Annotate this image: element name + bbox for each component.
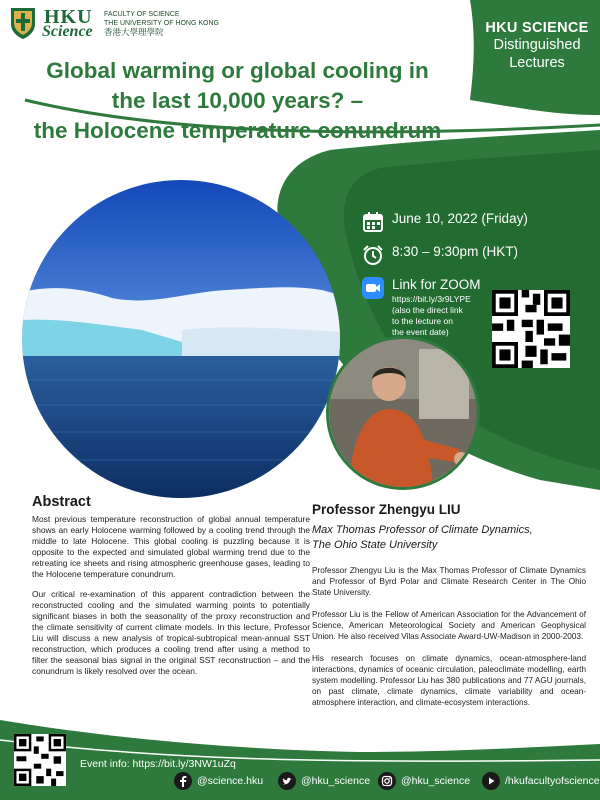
facebook-handle: @science.hku xyxy=(197,775,264,787)
twitter-link[interactable] xyxy=(278,772,370,790)
series-sub-2: Lectures xyxy=(509,55,565,71)
speaker-bio-3: His research focuses on climate dynamics, ocean-atmosphere-land interactions, dynamics of oceanic circulation, paleoclimate modelling, earth system modelling. Professor Liu has 380 publications and 77 AGU journals, on past climate, climate dynamics, climate variability and ocean-atmosphere interaction, and climate-ecosystem interactions. xyxy=(312,654,586,707)
logo-hku-text: HKU xyxy=(44,6,93,28)
event-info-qr-code-icon[interactable] xyxy=(14,734,66,786)
youtube-link[interactable] xyxy=(482,772,600,790)
title-line-2: the last 10,000 years? – xyxy=(111,88,364,113)
zoom-note-2: to the lecture on xyxy=(392,316,453,326)
iceberg-photo xyxy=(22,180,340,498)
abstract-paragraph-1: Most previous temperature reconstruction of global annual temperature shows an early Holocene warming followed by a cooling trend through the middle to late Holocene. This global cooling is puzzling because it is opposite to the expected and simulated global warming trend due to the retreating ice sheets and rising atmospheric greenhouse gases, leading to the Holocene temperature conundrum. xyxy=(32,514,310,579)
instagram-icon xyxy=(378,772,396,790)
facebook-link[interactable] xyxy=(174,772,263,790)
abstract-heading: Abstract xyxy=(32,494,91,510)
speaker-title-line-2: The Ohio State University xyxy=(312,539,438,551)
faculty-line-2: THE UNIVERSITY OF HONG KONG xyxy=(104,19,219,27)
youtube-icon xyxy=(482,772,500,790)
facebook-icon xyxy=(174,772,192,790)
date-row xyxy=(362,210,587,233)
calendar-icon xyxy=(362,211,384,233)
alarm-clock-icon xyxy=(362,244,384,266)
event-info-link[interactable]: Event info: https://bit.ly/3NW1uZq xyxy=(80,758,236,770)
hku-crest-icon xyxy=(8,6,38,40)
zoom-qr-code-icon[interactable] xyxy=(492,290,570,368)
speaker-section xyxy=(312,502,586,719)
speaker-title-line-1: Max Thomas Professor of Climate Dynamics, xyxy=(312,524,533,536)
series-title: HKU SCIENCE xyxy=(485,20,589,36)
title-line-1: Global warming or global cooling in xyxy=(46,58,429,83)
instagram-handle: @hku_science xyxy=(401,775,471,787)
twitter-handle: @hku_science xyxy=(301,775,371,787)
speaker-bio-1: Professor Zhengyu Liu is the Max Thomas Professor of Climate Dynamics and Professor of Byrd Polar and Climate Research Center in The Ohio State University. xyxy=(312,566,586,597)
zoom-label: Link for ZOOM xyxy=(392,277,481,292)
zoom-note-3: the event date) xyxy=(392,327,449,337)
event-date: June 10, 2022 (Friday) xyxy=(392,211,528,226)
zoom-note-1: (also the direct link xyxy=(392,305,463,315)
speaker-bio-2: Professor Liu is the Fellow of American Association for the Advancement of Science, American Meteorological Society and American Geophysical Union. He also received Vilas Associate Award-UW-Madison in 2000-2003. xyxy=(312,610,586,641)
series-sub-1: Distinguished xyxy=(493,37,581,53)
zoom-camera-icon xyxy=(362,277,384,299)
speaker-title xyxy=(312,523,586,553)
zoom-link[interactable]: https://bit.ly/3r9LYPE xyxy=(392,294,471,304)
title-line-3: the Holocene temperature conundrum xyxy=(33,118,442,143)
twitter-icon xyxy=(278,772,296,790)
time-row xyxy=(362,243,587,266)
youtube-handle: /hkufacultyofscience xyxy=(505,775,600,787)
faculty-line-1: FACULTY OF SCIENCE xyxy=(104,10,180,18)
lecture-series-label xyxy=(482,20,592,72)
logo-wordmark xyxy=(42,6,100,40)
event-time: 8:30 – 9:30pm (HKT) xyxy=(392,244,519,259)
lecture-title xyxy=(10,56,465,146)
instagram-link[interactable] xyxy=(378,772,470,790)
speaker-portrait xyxy=(326,336,480,490)
logo-science-text: Science xyxy=(42,23,93,40)
faculty-name xyxy=(104,10,219,37)
hku-science-logo xyxy=(8,6,219,40)
faculty-line-3: 香港大學理學院 xyxy=(104,26,164,37)
speaker-name: Professor Zhengyu LIU xyxy=(312,502,461,517)
abstract-section xyxy=(32,494,310,687)
abstract-paragraph-2: Our critical re-examination of this apparent contradiction between the reconstructed cooling and the simulated warming points to potentially significant biases in both the seasonality of the proxy reconstruction and the climate sensitivity of current climate models. In this lecture, Professor Liu will discuss a new analysis of tropical-subtropical mean-annual SST reconstruction, which produces a cooling trend after using a method to filter the seasonal bias signal in the original SST reconstruction – and the conundrum is likely resolved over the ocean. xyxy=(32,589,310,676)
